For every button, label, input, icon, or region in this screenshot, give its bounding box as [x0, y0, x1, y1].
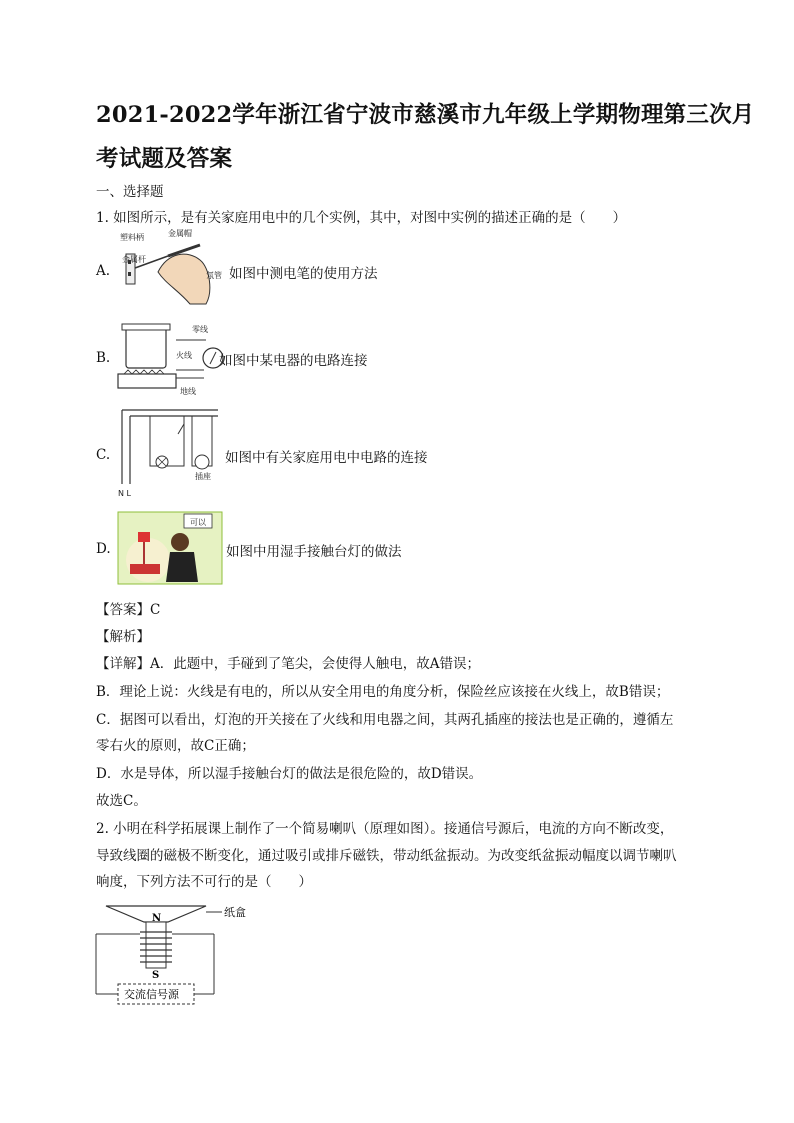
question-2-stem-line: 导致线圈的磁极不断变化，通过吸引或排斥磁铁，带动纸盆振动。为改变纸盆振动幅度以调节喇叭 [96, 848, 677, 864]
figure-a-test-pen [118, 229, 226, 308]
label-metal-rod: 金属杆 [122, 255, 146, 264]
option-d-text: 如图中用湿手接触台灯的做法 [226, 544, 402, 560]
label-paper-cone: 纸盒 [224, 906, 246, 919]
figure-speaker-diagram [96, 898, 256, 1006]
section-heading: 一、选择题 [96, 184, 164, 200]
label-bubble: 可以 [190, 518, 206, 527]
figure-d-wet-hand-lamp [118, 512, 226, 586]
label-signal-source: 交流信号源 [124, 988, 179, 1001]
label-nl: N L [118, 489, 131, 498]
option-c-text: 如图中有关家庭用电中电路的连接 [225, 450, 428, 466]
analysis-line: B．理论上说：火线是有电的，所以从安全用电的角度分析，保险丝应该接在火线上，故B错误； [96, 684, 670, 700]
option-c-letter: C. [96, 447, 111, 463]
label-south: S [152, 970, 160, 981]
label-ground: 地线 [180, 387, 196, 396]
option-a-letter: A. [96, 263, 111, 279]
option-b-text: 如图中某电器的电路连接 [219, 353, 368, 369]
label-live: 火线 [176, 351, 192, 360]
label-plastic-handle: 塑料柄 [120, 233, 144, 242]
option-a-text: 如图中测电笔的使用方法 [229, 266, 378, 282]
figure-c-household-circuit [116, 404, 222, 498]
analysis-line: D．水是导体，所以湿手接触台灯的做法是很危险的，故D错误。 [96, 766, 483, 782]
analysis-heading: 【解析】 [96, 629, 150, 645]
option-b-letter: B. [96, 350, 111, 366]
analysis-line: 零右火的原则，故C正确； [96, 738, 255, 754]
option-d-letter: D. [96, 541, 111, 557]
label-socket: 插座 [195, 472, 211, 481]
label-north: N [152, 913, 162, 924]
analysis-line: 【详解】A．此题中，手碰到了笔尖，会使得人触电，故A错误； [96, 656, 480, 672]
label-neon-tube: 氖管 [206, 271, 222, 280]
question-2-stem-line: 响度，下列方法不可行的是（ ） [96, 874, 312, 890]
question-2-stem-line: 2. 小明在科学拓展课上制作了一个简易喇叭（原理如图）。接通信号源后，电流的方向不断改变， [96, 821, 674, 837]
page-title-line2: 考试题及答案 [96, 146, 233, 172]
analysis-line: C．据图可以看出，灯泡的开关接在了火线和用电器之间，其两孔插座的接法也是正确的，遵循左 [96, 712, 674, 728]
figure-b-appliance-circuit [118, 318, 228, 400]
answer: 【答案】C [96, 602, 161, 618]
page-title: 2021-2022学年浙江省宁波市慈溪市九年级上学期物理第三次月 [96, 102, 755, 128]
label-metal-cap: 金属帽 [168, 229, 192, 238]
question-1-stem: 1. 如图所示，是有关家庭用电中的几个实例，其中，对图中实例的描述正确的是（ ） [96, 210, 627, 226]
label-neutral: 零线 [192, 325, 208, 334]
conclusion: 故选C。 [96, 793, 147, 809]
